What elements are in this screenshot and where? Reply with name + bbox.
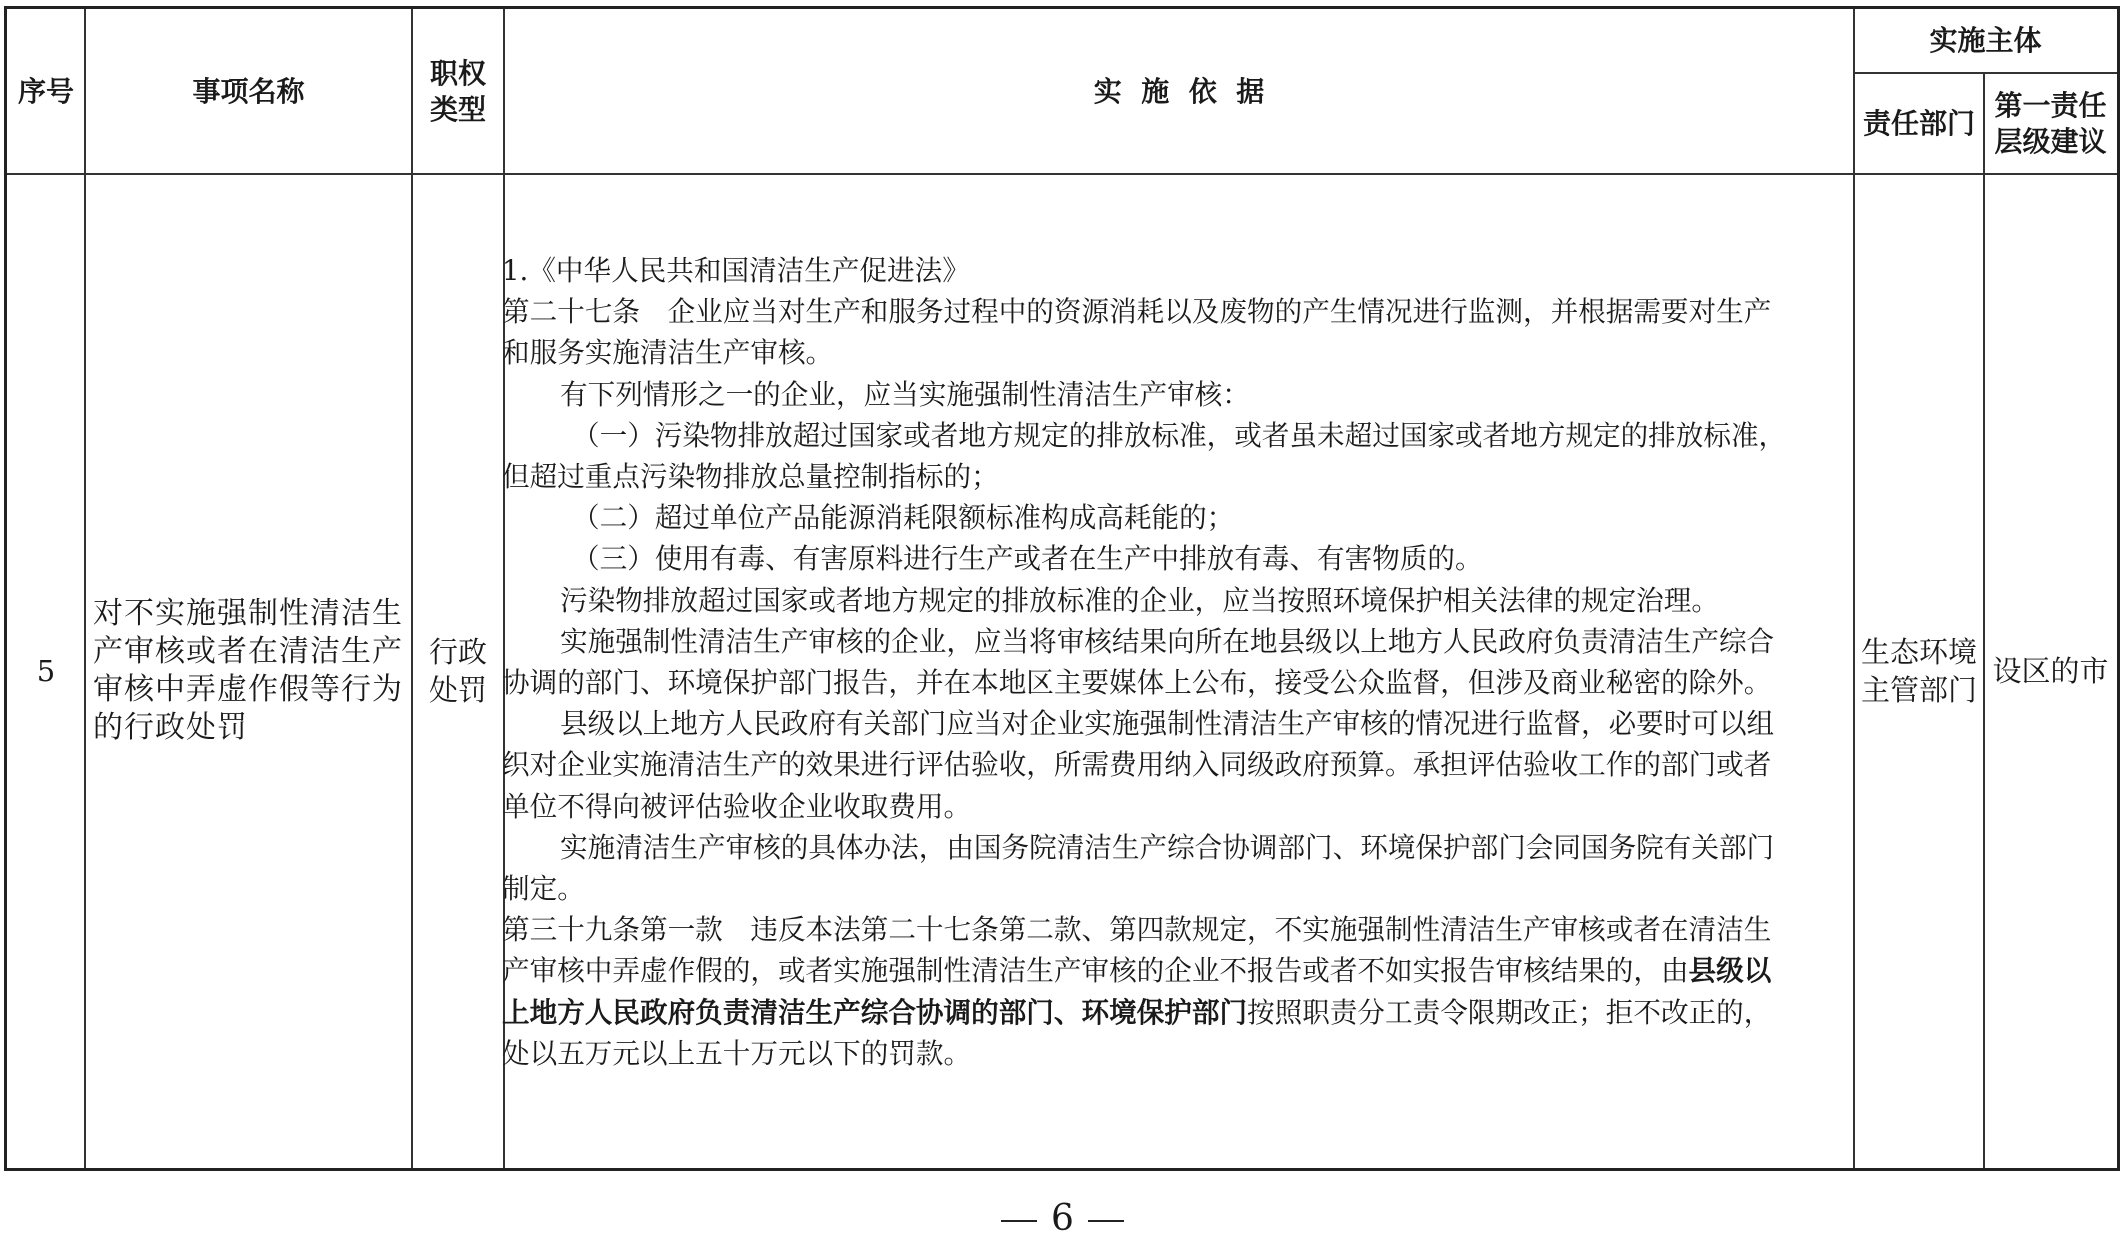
basis-line: 第二十七条 企业应当对生产和服务过程中的资源消耗以及废物的产生情况进行监测，并根据需要对生产 [502,295,1772,329]
footer-dash-left [1001,1220,1037,1222]
basis-text: 按照职责分工责令限期改正；拒不改正的， [1247,995,1772,1029]
basis-line: 实施清洁生产审核的具体办法，由国务院清洁生产综合协调部门、环境保护部门会同国务院有关部门 [560,830,1775,864]
header-dept: 责任部门 [1862,106,1975,140]
basis-line: 实施强制性清洁生产审核的企业，应当将审核结果向所在地县级以上地方人民政府负责清洁生产综合 [560,624,1775,658]
page-footer [0,1198,2125,1239]
basis-line [502,950,1852,991]
basis-line: 和服务实施清洁生产审核。 [502,336,834,370]
header-power-type: 职权 类型 [429,56,486,126]
implementation-basis-text [502,250,1852,1074]
basis-line: 单位不得向被评估验收企业收取费用。 [502,789,972,823]
header-seq: 序号 [17,74,74,108]
row-item-name: 对不实施强制性清洁生产审核或者在清洁生产审核中弄虚作假等行为的行政处罚 [93,596,403,745]
row-dept: 生态环境 主管部门 [1860,635,1977,707]
basis-line: （二）超过单位产品能源消耗限额标准构成高耗能的； [572,501,1235,535]
row-seq: 5 [36,654,56,688]
basis-bold-text: 上地方人民政府负责清洁生产综合协调的部门、环境保护部门 [502,995,1248,1029]
basis-line: 处以五万元以上五十万元以下的罚款。 [502,1036,972,1070]
basis-line: 但超过重点污染物排放总量控制指标的； [502,460,999,494]
basis-line: （一）污染物排放超过国家或者地方规定的排放标准，或者虽未超过国家或者地方规定的排放标准， [572,418,1787,452]
basis-line: 第三十九条第一款 违反本法第二十七条第二款、第四款规定，不实施强制性清洁生产审核或者在清洁生 [502,913,1772,947]
header-basis: 实 施 依 据 [1093,74,1265,108]
header-subject: 实施主体 [1929,24,2042,57]
basis-line: 制定。 [502,872,585,906]
basis-line [502,992,1852,1033]
basis-text: 产审核中弄虚作假的，或者实施强制性清洁生产审核的企业不报告或者不如实报告审核结果的，由 [502,954,1689,988]
basis-line: （三）使用有毒、有害原料进行生产或者在生产中排放有毒、有害物质的。 [572,542,1483,576]
row-power-type: 行政 处罚 [428,635,487,707]
basis-line: 协调的部门、环境保护部门报告，并在本地区主要媒体上公布，接受公众监督，但涉及商业秘密的除外。 [502,666,1772,700]
basis-line: 1.《中华人民共和国清洁生产促进法》 [502,254,970,287]
basis-line: 织对企业实施清洁生产的效果进行评估验收，所需费用纳入同级政府预算。承担评估验收工作的部门或者 [502,748,1772,782]
footer-dash-right [1088,1220,1124,1222]
header-item-name: 事项名称 [192,74,305,108]
row-level: 设区的市 [1992,654,2109,688]
basis-line: 污染物排放超过国家或者地方规定的排放标准的企业，应当按照环境保护相关法律的规定治理。 [560,583,1719,617]
basis-line: 县级以上地方人民政府有关部门应当对企业实施强制性清洁生产审核的情况进行监督，必要时可以组 [560,707,1775,741]
header-level: 第一责任 层级建议 [1994,88,2107,158]
basis-line: 有下列情形之一的企业，应当实施强制性清洁生产审核： [560,377,1250,411]
basis-bold-text: 县级以 [1688,954,1772,988]
page-number: 6 [1051,1198,1074,1239]
